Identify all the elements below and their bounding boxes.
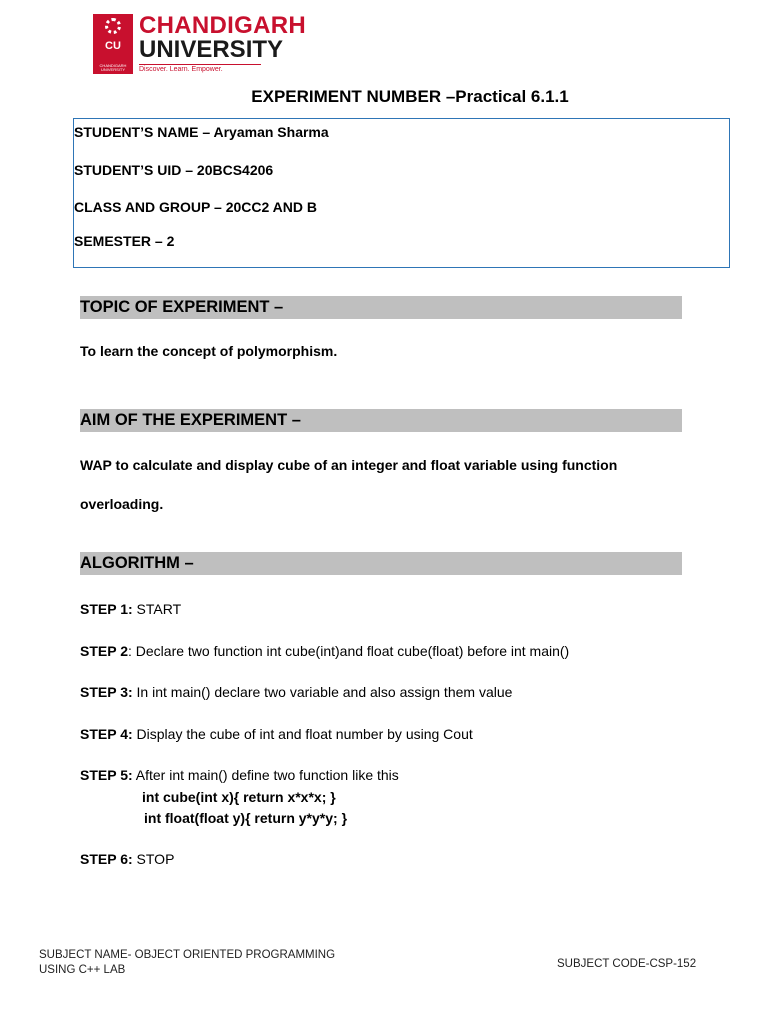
step-text: STOP <box>132 851 175 867</box>
step-text: Display the cube of int and float number by using Cout <box>132 726 473 742</box>
aim-text-line1: WAP to calculate and display cube of an integer and float variable using function <box>80 457 618 473</box>
topic-heading: TOPIC OF EXPERIMENT – <box>80 296 682 319</box>
topic-text: To learn the concept of polymorphism. <box>80 343 338 359</box>
step-label: STEP 3: <box>80 684 133 700</box>
step-5 <box>80 767 399 783</box>
step-1 <box>80 601 181 617</box>
code-line-2: int float(float y){ return y*y*y; } <box>144 810 348 826</box>
footer-subject-name-line2: USING C++ LAB <box>39 964 126 976</box>
step-label: STEP 1: <box>80 601 133 617</box>
page-title: EXPERIMENT NUMBER –Practical 6.1.1 <box>251 87 569 106</box>
semester: SEMESTER – 2 <box>74 233 175 249</box>
step-6 <box>80 851 174 867</box>
logo-emblem-text: CU <box>105 40 121 52</box>
step-text: START <box>132 601 182 617</box>
aim-heading: AIM OF THE EXPERIMENT – <box>80 409 682 432</box>
logo-tagline: Discover. Learn. Empower. <box>139 66 223 73</box>
step-text: After int main() define two function like this <box>132 767 399 783</box>
step-text: In int main() declare two variable and also assign them value <box>132 684 513 700</box>
subject-name-value: OBJECT ORIENTED PROGRAMMING <box>131 949 336 961</box>
code-line-1: int cube(int x){ return x*x*x; } <box>142 789 336 805</box>
logo-emblem <box>93 14 133 74</box>
step-label: STEP 5: <box>80 767 133 783</box>
step-label: STEP 6: <box>80 851 133 867</box>
subject-name-label: SUBJECT NAME- <box>39 949 132 961</box>
step-4 <box>80 726 473 742</box>
step-3 <box>80 684 512 700</box>
step-label: STEP 4: <box>80 726 133 742</box>
algorithm-heading: ALGORITHM – <box>80 552 682 575</box>
logo-wordmark-line2: UNIVERSITY <box>139 36 284 63</box>
footer-subject-code: SUBJECT CODE-CSP-152 <box>557 958 697 970</box>
student-name: STUDENT’S NAME – Aryaman Sharma <box>74 124 329 140</box>
aim-text-line2: overloading. <box>80 496 164 512</box>
university-logo <box>93 12 306 76</box>
step-label: STEP 2 <box>80 643 128 659</box>
logo-emblem-subtext: CHANDIGARH UNIVERSITY <box>99 63 127 72</box>
step-2 <box>80 643 569 659</box>
footer-subject-name <box>39 949 335 961</box>
logo-wordmark-line1: CHANDIGARH <box>139 12 306 39</box>
class-group: CLASS AND GROUP – 20CC2 AND B <box>74 199 317 215</box>
student-uid: STUDENT’S UID – 20BCS4206 <box>74 162 274 178</box>
step-text: : Declare two function int cube(int)and float cube(float) before int main() <box>128 643 570 659</box>
logo-divider <box>139 64 261 65</box>
gear-icon <box>105 18 121 34</box>
